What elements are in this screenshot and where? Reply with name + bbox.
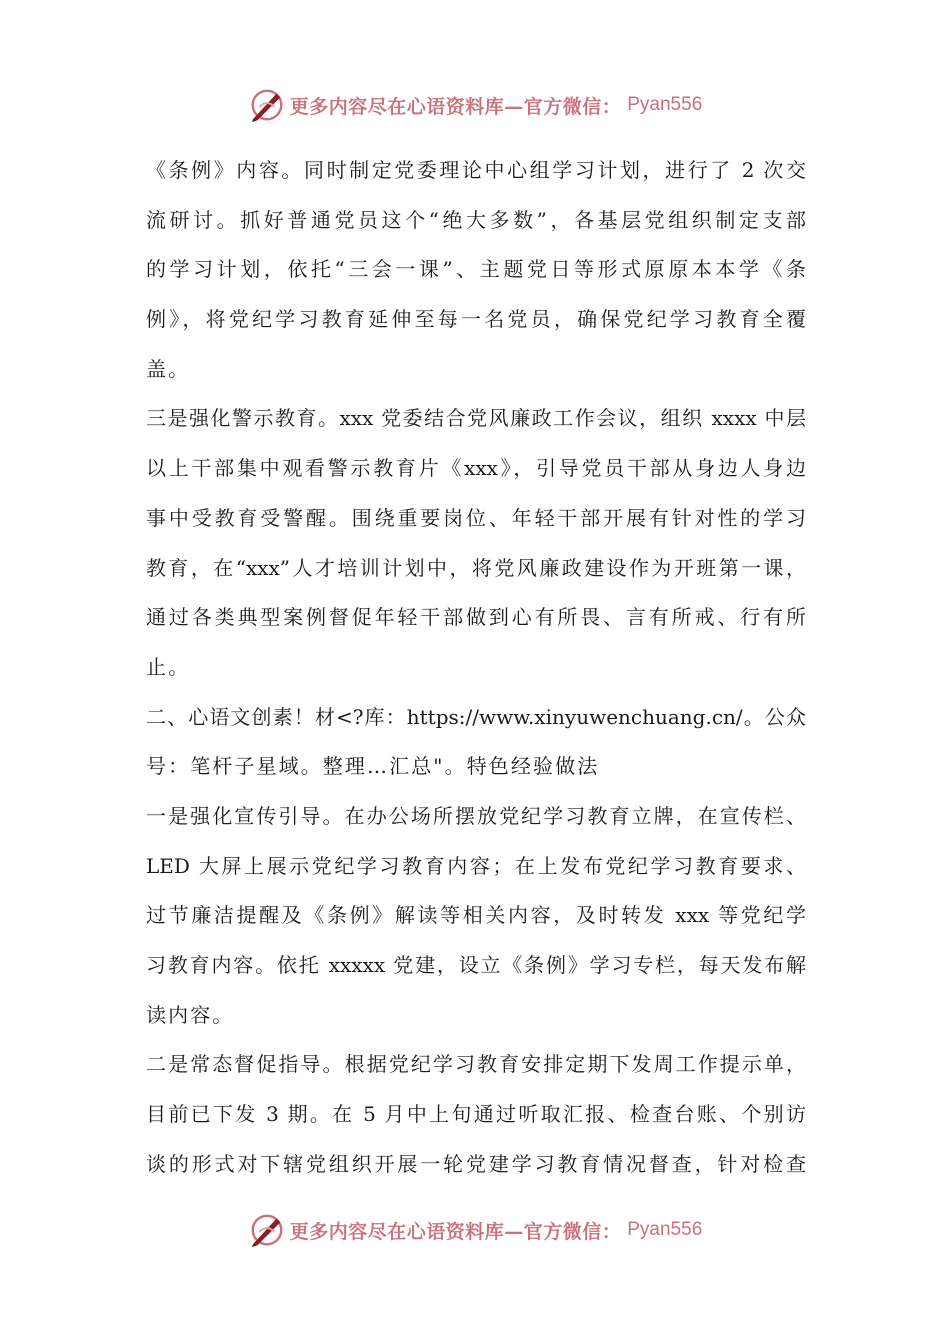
- text-line: 三是强化警示教育。xxx 党委结合党风廉政工作会议，组织 xxxx 中层: [146, 406, 806, 431]
- text-line: 教育，在“xxx”人才培训计划中，将党风廉政建设作为开班第一课，: [146, 555, 806, 580]
- footer-banner-text: 更多内容尽在心语资料库—官方微信：: [289, 1220, 622, 1243]
- text-line: 流研讨。抓好普通党员这个“绝大多数”，各基层党组织制定支部: [146, 207, 806, 232]
- text-line: 过节廉洁提醒及《条例》解读等相关内容，及时转发 xxx 等党纪学: [146, 903, 806, 928]
- text-line: 目前已下发 3 期。在 5 月中上旬通过听取汇报、检查台账、个别访: [146, 1102, 806, 1127]
- pen-logo-icon: [248, 86, 286, 124]
- text-line: 二、心语文创素！材<?库：https://www.xinyuwenchuang.cn/。公众: [146, 704, 806, 729]
- footer-banner-inner: [248, 1211, 703, 1249]
- text-line: 习教育内容。依托 xxxxx 党建，设立《条例》学习专栏，每天发布解: [146, 953, 806, 977]
- text-line: 的学习计划，依托“三会一课”、主题党日等形式原原本本学《条: [146, 257, 806, 282]
- text-line: 二是常态督促指导。根据党纪学习教育安排定期下发周工作提示单，: [146, 1052, 806, 1077]
- text-line: 通过各类典型案例督促年轻干部做到心有所畏、言有所戒、行有所: [146, 605, 806, 630]
- document-body: [146, 146, 806, 1189]
- text-line: 例》，将党纪学习教育延伸至每一名党员，确保党纪学习教育全覆: [146, 307, 806, 332]
- header-banner-inner: [248, 86, 703, 124]
- footer-banner-id: Pyan556: [627, 1219, 703, 1240]
- text-line: 以上干部集中观看警示教育片《xxx》，引导党员干部从身边人身边: [146, 456, 806, 481]
- text-line: 事中受教育受警醒。围绕重要岗位、年轻干部开展有针对性的学习: [146, 505, 806, 530]
- text-line: 《条例》内容。同时制定党委理论中心组学习计划，进行了 2 次交: [146, 158, 806, 182]
- text-line: 一是强化宣传引导。在办公场所摆放党纪学习教育立牌，在宣传栏、: [146, 803, 806, 828]
- text-line: 谈的形式对下辖党组织开展一轮党建学习教育情况督查，针对检查: [146, 1151, 806, 1176]
- text-line: 读内容。: [146, 1002, 235, 1027]
- header-banner-id: Pyan556: [627, 94, 703, 115]
- footer-banner: [0, 1210, 950, 1250]
- text-line: LED 大屏上展示党纪学习教育内容；在上发布党纪学习教育要求、: [146, 853, 806, 878]
- text-line: 号：笔杆子星域。整理…汇总"。特色经验做法: [146, 754, 600, 779]
- header-banner: [0, 85, 950, 125]
- text-line: 止。: [146, 654, 191, 679]
- header-banner-text: 更多内容尽在心语资料库—官方微信：: [289, 95, 622, 118]
- pen-logo-icon: [248, 1211, 286, 1249]
- text-line: 盖。: [146, 356, 191, 381]
